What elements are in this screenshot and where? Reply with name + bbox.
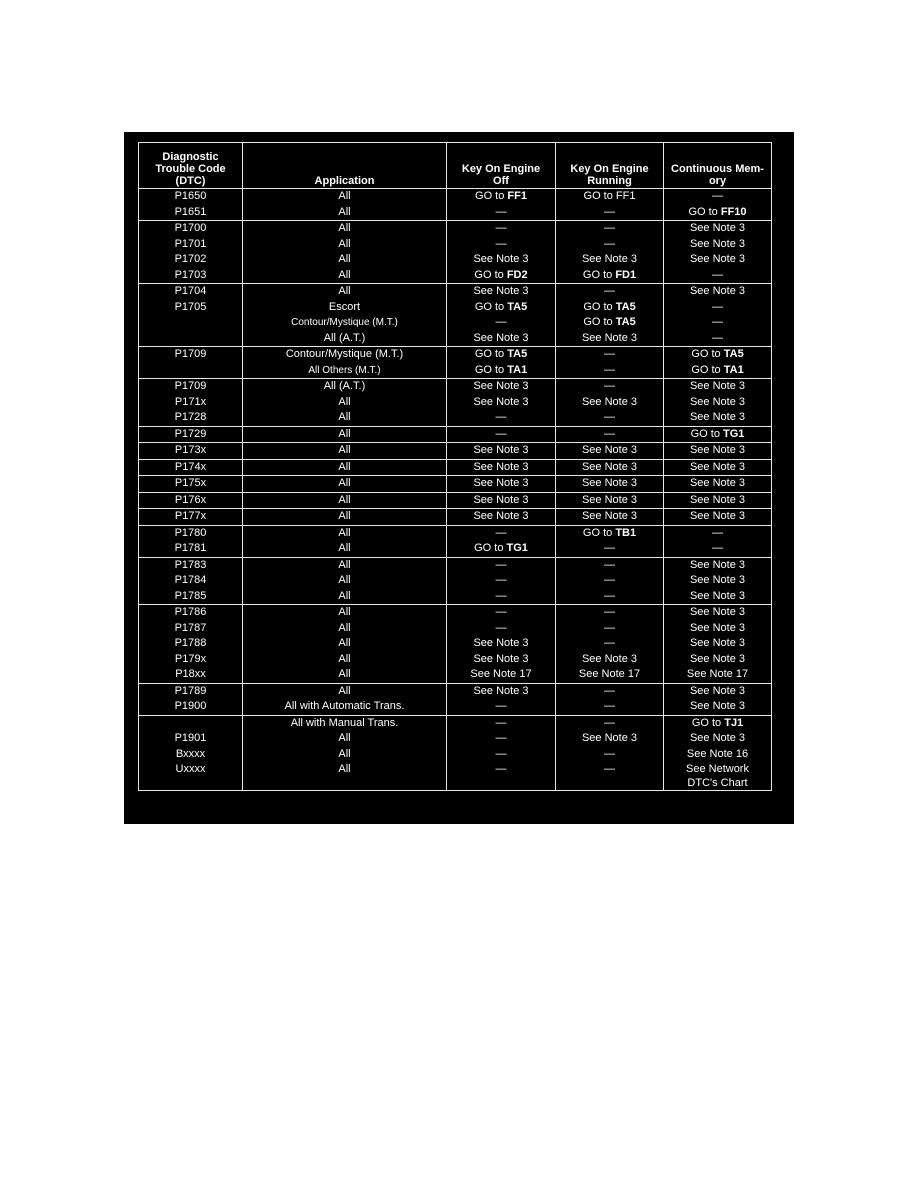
dtc-group (139, 459, 772, 476)
dtc-group (139, 189, 772, 221)
cell-continuous-memory: — (664, 541, 772, 557)
cell-key-on-engine-running: GO to FF1 (556, 189, 664, 205)
dtc-group (139, 525, 772, 557)
cell-key-on-engine-off: See Note 3 (447, 652, 556, 668)
cell-application: All (243, 189, 447, 205)
cell-application: All (243, 410, 447, 426)
cell-continuous-memory: See Note 3 (664, 557, 772, 573)
header-text-line: ory (708, 175, 727, 187)
cell-key-on-engine-running: — (556, 237, 664, 253)
table-row (139, 315, 772, 331)
cell-application: All (243, 762, 447, 791)
dtc-group (139, 605, 772, 684)
cell-dtc: P176x (139, 492, 243, 509)
cell-key-on-engine-off: See Note 3 (447, 252, 556, 268)
table-row (139, 252, 772, 268)
cell-dtc: P1788 (139, 636, 243, 652)
dtc-chart-frame (124, 132, 794, 824)
flowchart-reference: TG1 (723, 427, 745, 440)
cell-key-on-engine-off: — (447, 699, 556, 715)
table-row (139, 731, 772, 747)
cell-dtc: P1700 (139, 221, 243, 237)
cell-key-on-engine-running: — (556, 221, 664, 237)
cell-dtc: P1709 (139, 379, 243, 395)
cell-application: All (243, 395, 447, 411)
table-row (139, 237, 772, 253)
cell-key-on-engine-running: — (556, 621, 664, 637)
cell-key-on-engine-running: — (556, 636, 664, 652)
cell-application: All (243, 284, 447, 300)
cell-application: All (243, 683, 447, 699)
cell-key-on-engine-running: — (556, 762, 664, 791)
cell-key-on-engine-off: — (447, 589, 556, 605)
cell-continuous-memory: See Note 3 (664, 443, 772, 460)
cell-application: Contour/Mystique (M.T.) (243, 315, 447, 331)
header-dtc (139, 143, 243, 189)
cell-key-on-engine-off: — (447, 237, 556, 253)
cell-continuous-memory: — (664, 331, 772, 347)
cell-application: All (A.T.) (243, 331, 447, 347)
cell-key-on-engine-off: — (447, 525, 556, 541)
header-text-line: Application (314, 175, 375, 187)
table-row (139, 205, 772, 221)
cell-application: All (243, 605, 447, 621)
header-text-line: Diagnostic (162, 151, 219, 163)
dtc-group (139, 683, 772, 715)
cell-application: All (243, 652, 447, 668)
cell-application: All (A.T.) (243, 379, 447, 395)
table-row (139, 443, 772, 460)
cell-dtc: P1785 (139, 589, 243, 605)
cell-key-on-engine-off: See Note 3 (447, 459, 556, 476)
table-row (139, 747, 772, 763)
cell-dtc (139, 315, 243, 331)
dtc-group (139, 492, 772, 509)
cell-dtc: P174x (139, 459, 243, 476)
cell-dtc: P1784 (139, 573, 243, 589)
flowchart-reference: TA1 (507, 363, 528, 376)
cell-key-on-engine-off: — (447, 621, 556, 637)
table-row (139, 221, 772, 237)
cell-key-on-engine-running: — (556, 379, 664, 395)
cell-continuous-memory: See Note 3 (664, 284, 772, 300)
cell-key-on-engine-running: — (556, 699, 664, 715)
cell-application: All (243, 221, 447, 237)
dtc-group (139, 715, 772, 791)
cell-key-on-engine-off: — (447, 731, 556, 747)
cell-application: All (243, 731, 447, 747)
flowchart-reference: FD2 (506, 268, 528, 281)
cell-dtc: P1789 (139, 683, 243, 699)
table-row (139, 557, 772, 573)
cell-continuous-memory: GO to FF10 (664, 205, 772, 221)
flowchart-reference: TA5 (615, 300, 636, 313)
header-text-line: Trouble Code (155, 163, 226, 175)
cell-key-on-engine-off: See Note 3 (447, 331, 556, 347)
header-text-line: Key On Engine (570, 163, 649, 175)
cell-continuous-memory: See Note 3 (664, 237, 772, 253)
cell-dtc: P1729 (139, 426, 243, 443)
flowchart-reference: FF10 (720, 205, 747, 218)
cell-dtc: P171x (139, 395, 243, 411)
cell-key-on-engine-off: — (447, 557, 556, 573)
table-row (139, 762, 772, 791)
table-row (139, 699, 772, 715)
cell-continuous-memory: See Note 3 (664, 379, 772, 395)
cell-dtc: P1705 (139, 300, 243, 316)
cell-continuous-memory: See Note 3 (664, 459, 772, 476)
cell-key-on-engine-off: — (447, 747, 556, 763)
cell-application: All (243, 573, 447, 589)
table-row (139, 541, 772, 557)
cell-key-on-engine-off: — (447, 205, 556, 221)
cell-application: All (243, 589, 447, 605)
cell-key-on-engine-running: See Note 17 (556, 667, 664, 683)
cell-continuous-memory: — (664, 300, 772, 316)
cell-dtc: P1650 (139, 189, 243, 205)
table-row (139, 667, 772, 683)
header-text-line: Key On Engine (461, 163, 541, 175)
cell-application: Escort (243, 300, 447, 316)
cell-continuous-memory: GO to TJ1 (664, 715, 772, 731)
cell-key-on-engine-off: — (447, 715, 556, 731)
cell-continuous-memory: See Note 3 (664, 683, 772, 699)
cell-dtc: Uxxxx (139, 762, 243, 791)
cell-continuous-memory: See Note 3 (664, 410, 772, 426)
cell-key-on-engine-off: GO to TA5 (447, 347, 556, 363)
cell-continuous-memory: See Note 3 (664, 652, 772, 668)
cell-dtc: P1728 (139, 410, 243, 426)
cell-dtc: P175x (139, 476, 243, 493)
cell-key-on-engine-running: — (556, 557, 664, 573)
table-row (139, 363, 772, 379)
cell-dtc: P1900 (139, 699, 243, 715)
cell-dtc: P1709 (139, 347, 243, 363)
cell-continuous-memory: GO to TA1 (664, 363, 772, 379)
header-key-on-engine-running (556, 143, 664, 189)
dtc-group (139, 284, 772, 347)
cell-dtc: P177x (139, 509, 243, 526)
cell-application: All (243, 252, 447, 268)
cell-dtc: P173x (139, 443, 243, 460)
dtc-group (139, 476, 772, 493)
flowchart-reference: TA5 (507, 348, 528, 360)
cell-continuous-memory: See Note 3 (664, 492, 772, 509)
cell-application: All with Manual Trans. (243, 715, 447, 731)
cell-continuous-memory: — (664, 525, 772, 541)
table-row (139, 476, 772, 493)
table-row (139, 331, 772, 347)
cell-key-on-engine-running: — (556, 541, 664, 557)
cell-key-on-engine-running: — (556, 605, 664, 621)
table-row (139, 636, 772, 652)
cell-key-on-engine-off: GO to FF1 (447, 189, 556, 205)
table-row (139, 268, 772, 284)
cell-key-on-engine-off: GO to TA5 (447, 300, 556, 316)
cell-key-on-engine-off: See Note 3 (447, 509, 556, 526)
cell-dtc: P1786 (139, 605, 243, 621)
cell-application: All (243, 621, 447, 637)
cell-application: All (243, 268, 447, 284)
cell-key-on-engine-running: See Note 3 (556, 331, 664, 347)
cell-dtc: P1780 (139, 525, 243, 541)
cell-key-on-engine-off: See Note 3 (447, 443, 556, 460)
cell-key-on-engine-running: — (556, 747, 664, 763)
table-row (139, 459, 772, 476)
cell-dtc: P1702 (139, 252, 243, 268)
cell-key-on-engine-off: See Note 3 (447, 395, 556, 411)
cell-dtc (139, 331, 243, 347)
cell-application: Contour/Mystique (M.T.) (243, 347, 447, 363)
dtc-group (139, 509, 772, 526)
cell-continuous-memory: See Note 3 (664, 731, 772, 747)
flowchart-reference: TB1 (615, 526, 637, 539)
cell-continuous-memory: See Note 3 (664, 573, 772, 589)
table-row (139, 395, 772, 411)
cell-continuous-memory: — (664, 315, 772, 331)
cell-key-on-engine-off: See Note 3 (447, 683, 556, 699)
cell-key-on-engine-running: GO to TA5 (556, 315, 664, 331)
cell-continuous-memory: See Note 3 (664, 636, 772, 652)
dtc-group (139, 557, 772, 605)
cell-key-on-engine-off: GO to TA1 (447, 363, 556, 379)
cell-application: All (243, 492, 447, 509)
dtc-group (139, 379, 772, 427)
dtc-table (138, 142, 772, 791)
table-row (139, 300, 772, 316)
cell-application: All (243, 557, 447, 573)
cell-key-on-engine-off: — (447, 426, 556, 443)
header-text-line: Continuous Mem- (671, 163, 764, 175)
cell-continuous-memory: GO to TA5 (664, 347, 772, 363)
cell-key-on-engine-running: — (556, 715, 664, 731)
cell-key-on-engine-running: — (556, 363, 664, 379)
cell-dtc: P1703 (139, 268, 243, 284)
cell-key-on-engine-running: GO to TB1 (556, 525, 664, 541)
cell-continuous-memory: See Note 16 (664, 747, 772, 763)
cell-key-on-engine-off: — (447, 315, 556, 331)
table-row (139, 525, 772, 541)
cell-dtc: P1701 (139, 237, 243, 253)
table-row (139, 573, 772, 589)
cell-key-on-engine-running: See Note 3 (556, 395, 664, 411)
cell-key-on-engine-running: GO to FD1 (556, 268, 664, 284)
cell-dtc: Bxxxx (139, 747, 243, 763)
cell-key-on-engine-running: — (556, 683, 664, 699)
cell-key-on-engine-running: — (556, 589, 664, 605)
table-row (139, 379, 772, 395)
cell-continuous-memory: See Note 3 (664, 221, 772, 237)
cell-key-on-engine-running: See Note 3 (556, 252, 664, 268)
cell-key-on-engine-off: See Note 3 (447, 492, 556, 509)
flowchart-reference: TG1 (506, 542, 528, 554)
cell-continuous-memory: GO to TG1 (664, 426, 772, 443)
cell-key-on-engine-off: See Note 3 (447, 284, 556, 300)
table-row (139, 189, 772, 205)
cell-dtc: P1787 (139, 621, 243, 637)
cell-key-on-engine-off: GO to TG1 (447, 541, 556, 557)
table-header-row (139, 143, 772, 189)
table-row (139, 605, 772, 621)
flowchart-reference: TA5 (507, 300, 528, 313)
header-key-on-engine-off (447, 143, 556, 189)
cell-key-on-engine-running: — (556, 347, 664, 363)
table-row (139, 715, 772, 731)
cell-continuous-memory: See Note 3 (664, 621, 772, 637)
cell-key-on-engine-off: — (447, 221, 556, 237)
cell-application: All (243, 237, 447, 253)
cell-application: All (243, 459, 447, 476)
table-row (139, 589, 772, 605)
cell-application: All (243, 747, 447, 763)
dtc-group (139, 443, 772, 460)
flowchart-reference: TA1 (723, 363, 744, 376)
cell-key-on-engine-running: — (556, 284, 664, 300)
cell-key-on-engine-off: — (447, 410, 556, 426)
cell-key-on-engine-running: GO to TA5 (556, 300, 664, 316)
cell-application: All (243, 476, 447, 493)
cell-key-on-engine-running: — (556, 426, 664, 443)
cell-continuous-memory: See Note 3 (664, 476, 772, 493)
cell-key-on-engine-running: See Note 3 (556, 492, 664, 509)
cell-continuous-memory: See Note 3 (664, 395, 772, 411)
cell-application: All (243, 541, 447, 557)
table-row (139, 683, 772, 699)
table-row (139, 492, 772, 509)
flowchart-reference: TA5 (723, 348, 744, 360)
dtc-group (139, 221, 772, 284)
header-application (243, 143, 447, 189)
table-row (139, 426, 772, 443)
flowchart-reference: TJ1 (724, 716, 744, 729)
cell-continuous-memory: See Note 3 (664, 252, 772, 268)
cell-application: All (243, 525, 447, 541)
cell-continuous-memory: — (664, 189, 772, 205)
dtc-group (139, 347, 772, 379)
cell-dtc (139, 715, 243, 731)
cell-key-on-engine-running: — (556, 205, 664, 221)
cell-continuous-memory: See Note 17 (664, 667, 772, 683)
cell-key-on-engine-running: — (556, 410, 664, 426)
cell-key-on-engine-off: See Note 3 (447, 636, 556, 652)
cell-dtc: P1781 (139, 541, 243, 557)
cell-key-on-engine-running: See Note 3 (556, 459, 664, 476)
table-row (139, 621, 772, 637)
cell-dtc: P1901 (139, 731, 243, 747)
cell-key-on-engine-running: See Note 3 (556, 509, 664, 526)
table-row (139, 410, 772, 426)
cell-dtc: P179x (139, 652, 243, 668)
flowchart-reference: FD1 (615, 268, 637, 281)
table-row (139, 509, 772, 526)
cell-application: All (243, 443, 447, 460)
cell-key-on-engine-off: — (447, 762, 556, 791)
cell-application: All (243, 426, 447, 443)
cell-key-on-engine-off: See Note 3 (447, 476, 556, 493)
cell-application: All Others (M.T.) (243, 363, 447, 379)
cell-dtc: P1651 (139, 205, 243, 221)
header-text-line: Off (493, 175, 509, 187)
header-continuous-memory (664, 143, 772, 189)
cell-key-on-engine-running: See Note 3 (556, 443, 664, 460)
table-row (139, 284, 772, 300)
cell-key-on-engine-off: — (447, 573, 556, 589)
cell-key-on-engine-off: GO to FD2 (447, 268, 556, 284)
flowchart-reference: FF1 (507, 190, 527, 202)
header-text-line: Running (587, 175, 632, 187)
cell-application: All (243, 205, 447, 221)
cell-application: All with Automatic Trans. (243, 699, 447, 715)
cell-key-on-engine-off: See Note 17 (447, 667, 556, 683)
header-text-line: (DTC) (175, 175, 206, 187)
dtc-group (139, 426, 772, 443)
cell-application: All (243, 636, 447, 652)
cell-continuous-memory: See Note 3 (664, 605, 772, 621)
cell-application: All (243, 667, 447, 683)
cell-continuous-memory: See Note 3 (664, 699, 772, 715)
cell-key-on-engine-running: See Note 3 (556, 731, 664, 747)
cell-continuous-memory: — (664, 268, 772, 284)
cell-dtc: P18xx (139, 667, 243, 683)
cell-application: All (243, 509, 447, 526)
cell-continuous-memory: See Note 3 (664, 509, 772, 526)
cell-continuous-memory: See Note 3 (664, 589, 772, 605)
cell-key-on-engine-running: — (556, 573, 664, 589)
cell-key-on-engine-off: — (447, 605, 556, 621)
cell-dtc (139, 363, 243, 379)
cell-key-on-engine-running: See Note 3 (556, 652, 664, 668)
cell-dtc: P1783 (139, 557, 243, 573)
cell-dtc: P1704 (139, 284, 243, 300)
cell-continuous-memory: See Network DTC's Chart (664, 762, 772, 791)
table-row (139, 652, 772, 668)
cell-key-on-engine-running: See Note 3 (556, 476, 664, 493)
flowchart-reference: TA5 (615, 316, 636, 328)
table-row (139, 347, 772, 363)
cell-key-on-engine-off: See Note 3 (447, 379, 556, 395)
